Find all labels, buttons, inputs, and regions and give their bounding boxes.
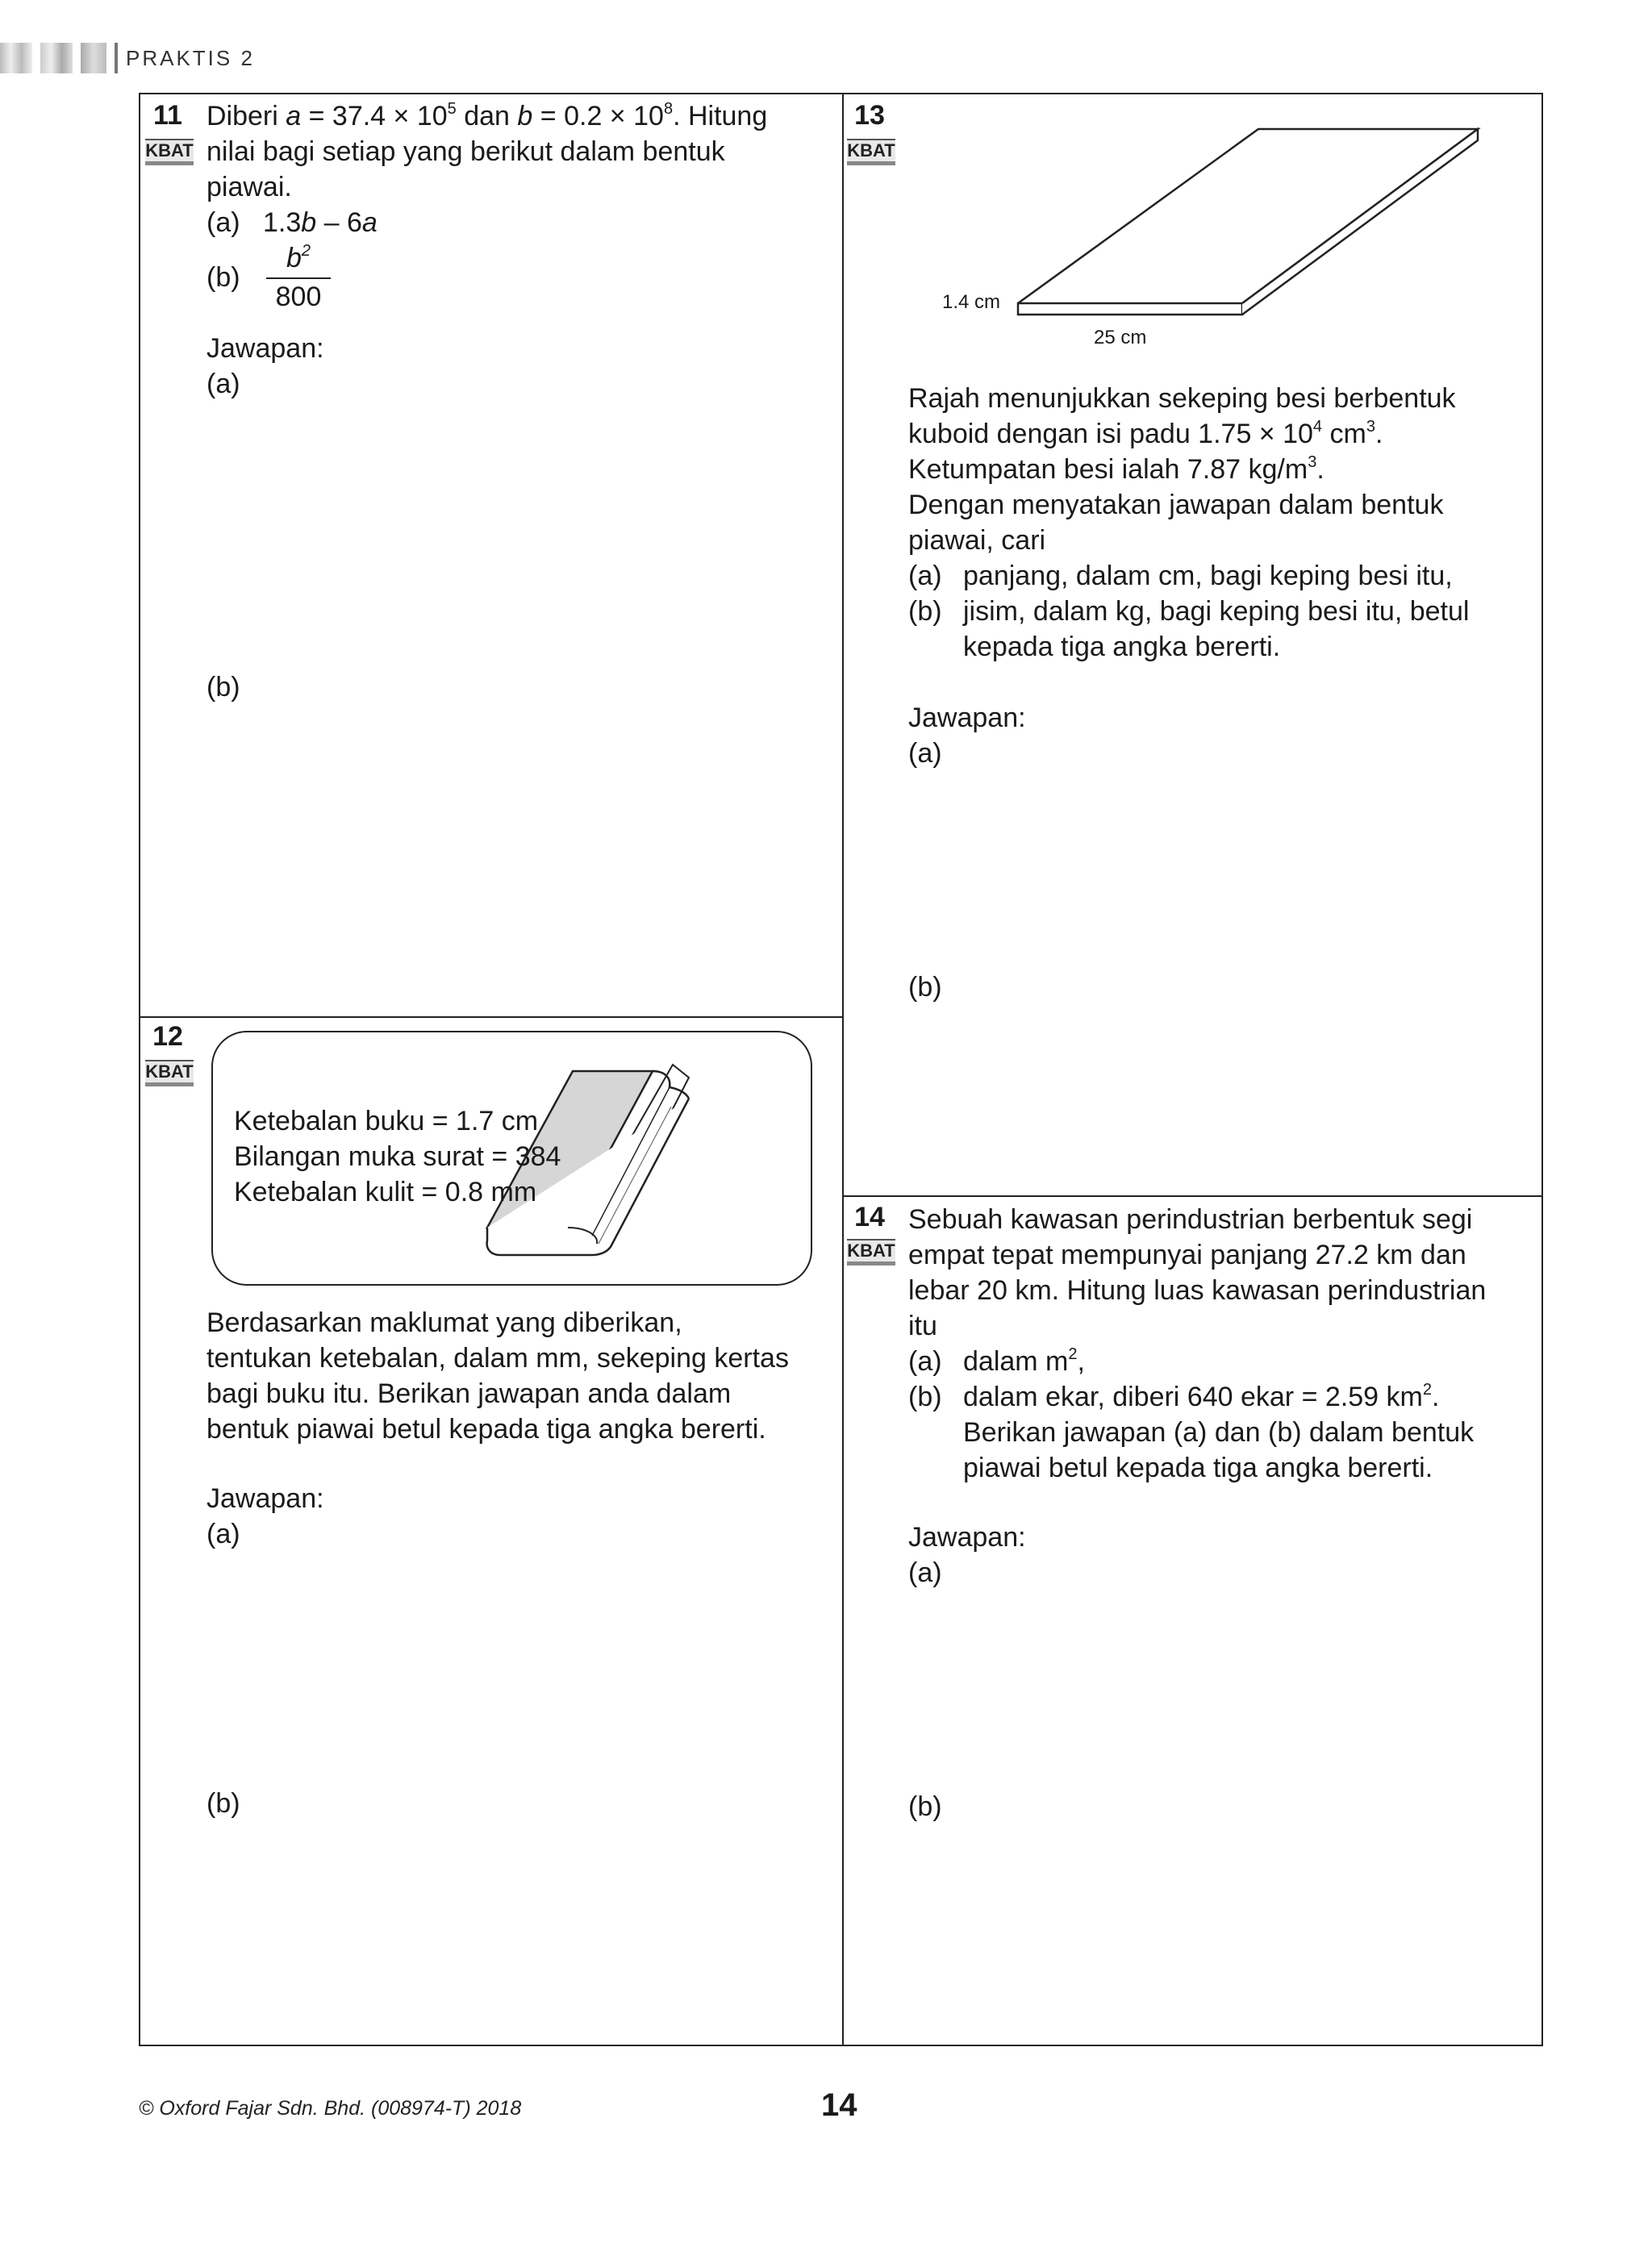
question-text: Berdasarkan maklumat yang diberikan,	[206, 1307, 682, 1338]
dimension-label: 25 cm	[1094, 327, 1147, 348]
part-text: kepada tiga angka bererti.	[963, 632, 1281, 662]
question-text: kuboid dengan isi padu $1.75 \times 10^4$ $cm^3$.	[908, 418, 1383, 449]
answer-part-b: (b)	[908, 972, 942, 1003]
question-text: Diberi $a = 37.4 \times 10^5$ dan $b = 0.2 \times 10^8$. Hitung	[206, 100, 768, 131]
part-text: jisim, dalam kg, bagi keping besi itu, betul	[963, 596, 1470, 627]
answer-label: Jawapan:	[206, 333, 324, 364]
answer-label: Jawapan:	[908, 1522, 1026, 1553]
part-label: (a)	[908, 561, 942, 591]
part-label: (b)	[206, 262, 240, 293]
answer-label: Jawapan:	[206, 1483, 324, 1514]
question-text: nilai bagi setiap yang berikut dalam bentuk	[206, 136, 725, 167]
page-number: 14	[821, 2087, 857, 2123]
part-text: dalam $m^2$,	[963, 1345, 1085, 1377]
part-label: (b)	[908, 596, 942, 627]
part-label: (a)	[206, 207, 240, 238]
answer-label: Jawapan:	[908, 703, 1026, 733]
question-text: bentuk piawai betul kepada tiga angka bererti.	[206, 1414, 766, 1445]
dimension-label: 1.4 cm	[942, 291, 1001, 313]
part-text: dalam ekar, diberi 640 ekar = 2.59 $km^2$.	[963, 1381, 1440, 1412]
answer-part-b: (b)	[908, 1791, 942, 1822]
question-text: piawai.	[206, 172, 292, 202]
question-text: bagi buku itu. Berikan jawapan anda dalam	[206, 1378, 732, 1409]
part-text: panjang, dalam cm, bagi keping besi itu,	[963, 561, 1453, 591]
part-label: (b)	[908, 1382, 942, 1412]
question-text: piawai, cari	[908, 525, 1046, 556]
info-line: Bilangan muka surat = 384	[234, 1141, 561, 1172]
section-title: PRAKTIS 2	[126, 45, 255, 70]
kbat-badge: KBAT	[145, 1060, 194, 1086]
cuboid-diagram	[928, 113, 1492, 371]
header-bar-decoration	[81, 43, 106, 73]
question-text: Rajah menunjukkan sekeping besi berbentuk	[908, 383, 1456, 414]
question-text: itu	[908, 1311, 937, 1341]
row-divider-left	[140, 1016, 843, 1018]
question-number: 14	[854, 1202, 885, 1232]
answer-part-a: (a)	[206, 1519, 240, 1549]
part-expression: 1.3b – 6a	[263, 207, 378, 238]
info-line: Ketebalan buku = 1.7 cm	[234, 1106, 539, 1136]
question-text: Ketumpatan besi ialah 7.87 $kg/m^3$.	[908, 453, 1325, 485]
kbat-badge: KBAT	[145, 139, 194, 165]
header-bar-decoration	[0, 43, 32, 73]
row-divider-right	[843, 1195, 1543, 1197]
question-text: Sebuah kawasan perindustrian berbentuk segi	[908, 1204, 1473, 1235]
column-divider	[842, 94, 844, 2045]
fraction-denominator: 800	[275, 281, 322, 312]
info-line: Ketebalan kulit = 0.8 mm	[234, 1177, 537, 1207]
part-label: (a)	[908, 1346, 942, 1377]
header-bar-decoration	[115, 43, 118, 73]
kbat-badge: KBAT	[847, 1239, 895, 1266]
question-number: 13	[854, 100, 885, 131]
fraction-bar	[266, 277, 331, 279]
part-text: Berikan jawapan (a) dan (b) dalam bentuk	[963, 1417, 1475, 1448]
question-text: lebar 20 km. Hitung luas kawasan perindustrian	[908, 1275, 1487, 1306]
answer-part-a: (a)	[908, 1557, 942, 1588]
question-text: tentukan ketebalan, dalam mm, sekeping kertas	[206, 1343, 789, 1374]
question-number: 12	[152, 1021, 183, 1052]
answer-part-a: (a)	[206, 369, 240, 399]
answer-part-a: (a)	[908, 738, 942, 769]
fraction-expression	[266, 242, 331, 313]
page-header	[0, 42, 255, 74]
question-text: Dengan menyatakan jawapan dalam bentuk	[908, 490, 1444, 520]
kbat-badge: KBAT	[847, 139, 895, 165]
info-box	[211, 1031, 812, 1286]
copyright-notice: © Oxford Fajar Sdn. Bhd. (008974-T) 2018	[139, 2097, 522, 2120]
part-text: piawai betul kepada tiga angka bererti.	[963, 1453, 1433, 1483]
header-bar-decoration	[40, 43, 73, 73]
answer-part-b: (b)	[206, 1788, 240, 1819]
question-text: empat tepat mempunyai panjang 27.2 km dan	[908, 1240, 1466, 1270]
answer-part-b: (b)	[206, 672, 240, 703]
question-number: 11	[153, 100, 182, 131]
fraction-numerator: $b^2$	[286, 242, 311, 273]
